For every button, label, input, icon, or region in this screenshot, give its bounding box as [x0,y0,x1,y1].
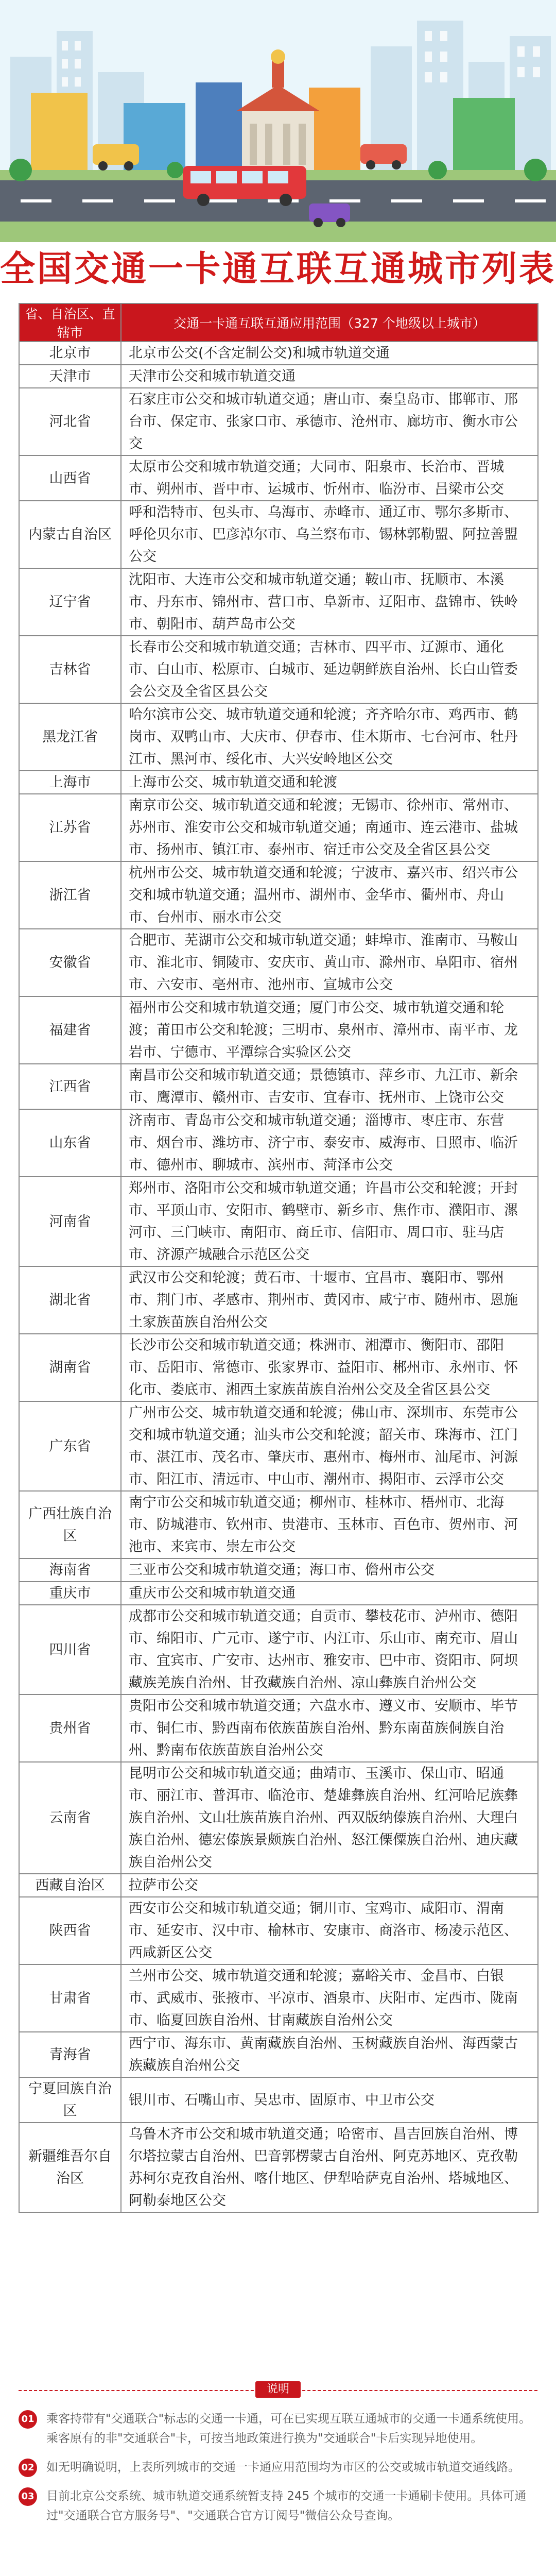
table-row [19,2077,538,2123]
table-row [19,1582,538,1605]
table-row [19,1266,538,1334]
province-cell: 吉林省 [19,636,121,703]
scope-cell: 呼和浩特市、包头市、乌海市、赤峰市、通辽市、鄂尔多斯市、呼伦贝尔市、巴彦淖尔市、乌兰察布市、锡林郭勒盟、阿拉善盟公交 [121,501,538,568]
scope-cell: 兰州市公交、城市轨道交通和轮渡；嘉峪关市、金昌市、白银市、武威市、张掖市、平凉市、酒泉市、庆阳市、定西市、陇南市、临夏回族自治州、甘南藏族自治州公交 [121,1964,538,2032]
province-cell: 山西省 [19,455,121,501]
table-row [19,1964,538,2032]
city-illustration [0,0,556,242]
scope-cell: 贵阳市公交和城市轨道交通；六盘水市、遵义市、安顺市、毕节市、铜仁市、黔西南布依族苗族自治州、黔东南苗族侗族自治州、黔南布依族苗族自治州公交 [121,1694,538,1762]
scope-cell: 天津市公交和城市轨道交通 [121,365,538,388]
table-row [19,1109,538,1177]
note-text: 如无明确说明，上表所列城市的交通一卡通应用范围均为市区的公交或城市轨道交通线路。 [46,2461,520,2474]
note-number-badge: 02 [19,2459,37,2477]
scope-cell: 长春市公交和城市轨道交通；吉林市、四平市、辽源市、通化市、白山市、松原市、白城市、延边朝鲜族自治州、长白山管委会公交及全省区县公交 [121,636,538,703]
table-row [19,636,538,703]
table-row [19,1605,538,1694]
city-list-table [19,303,538,2213]
province-cell: 内蒙古自治区 [19,501,121,568]
table-row [19,1491,538,1558]
scope-cell: 乌鲁木齐市公交和城市轨道交通；哈密市、昌吉回族自治州、博尔塔拉蒙古自治州、巴音郭楞蒙古自治州、阿克苏地区、克孜勒苏柯尔克孜自治州、喀什地区、伊犁哈萨克自治州、塔城地区、阿勒泰地区公交 [121,2123,538,2212]
table-row [19,794,538,861]
table-row [19,342,538,365]
table-row [19,1558,538,1582]
header-province: 省、自治区、直辖市 [19,303,121,342]
table-row [19,2123,538,2212]
scope-cell: 哈尔滨市公交、城市轨道交通和轮渡；齐齐哈尔市、鸡西市、鹤岗市、双鸭山市、大庆市、伊春市、佳木斯市、七台河市、牡丹江市、黑河市、绥化市、大兴安岭地区公交 [121,703,538,771]
table-row [19,1694,538,1762]
province-cell: 贵州省 [19,1694,121,1762]
notes-header [19,2381,537,2400]
table-row [19,388,538,455]
table-row [19,1874,538,1897]
province-cell: 河北省 [19,388,121,455]
table-row [19,501,538,568]
table-row [19,1177,538,1266]
province-cell: 江苏省 [19,794,121,861]
table-header-row [19,303,538,342]
note-text: 乘客持带有"交通联合"标志的交通一卡通，可在已实现互联互通城市的交通一卡通系统使用。乘客原有的非"交通联合"卡，可按当地政策进行换为"交通联合"卡后实现异地使用。 [46,2412,531,2445]
scope-cell: 济南市、青岛市公交和城市轨道交通；淄博市、枣庄市、东营市、烟台市、潍坊市、济宁市、泰安市、威海市、日照市、临沂市、德州市、聊城市、滨州市、菏泽市公交 [121,1109,538,1177]
province-cell: 西藏自治区 [19,1874,121,1897]
province-cell: 山东省 [19,1109,121,1177]
scope-cell: 福州市公交和城市轨道交通；厦门市公交、城市轨道交通和轮渡；莆田市公交和轮渡；三明市、泉州市、漳州市、南平市、龙岩市、宁德市、平潭综合实验区公交 [121,996,538,1064]
scope-cell: 西宁市、海东市、黄南藏族自治州、玉树藏族自治州、海西蒙古族藏族自治州公交 [121,2032,538,2077]
table-row [19,996,538,1064]
province-cell: 四川省 [19,1605,121,1694]
table-row [19,455,538,501]
scope-cell: 郑州市、洛阳市公交和城市轨道交通；许昌市公交和轮渡；开封市、平顶山市、安阳市、鹤壁市、新乡市、焦作市、濮阳市、漯河市、三门峡市、南阳市、商丘市、信阳市、周口市、驻马店市、济源产城融合示范区公交 [121,1177,538,1266]
note-number-badge: 01 [19,2410,37,2429]
note-number-badge: 03 [19,2487,37,2506]
province-cell: 黑龙江省 [19,703,121,771]
province-cell: 青海省 [19,2032,121,2077]
table-row [19,703,538,771]
province-cell: 湖南省 [19,1334,121,1401]
notes-label: 说明 [255,2381,301,2398]
province-cell: 江西省 [19,1064,121,1109]
province-cell: 北京市 [19,342,121,365]
scope-cell: 合肥市、芜湖市公交和城市轨道交通；蚌埠市、淮南市、马鞍山市、淮北市、铜陵市、安庆市、黄山市、滁州市、阜阳市、宿州市、六安市、亳州市、池州市、宣城市公交 [121,929,538,996]
province-cell: 安徽省 [19,929,121,996]
scope-cell: 三亚市公交和城市轨道交通；海口市、儋州市公交 [121,1558,538,1582]
scope-cell: 昆明市公交和城市轨道交通；曲靖市、玉溪市、保山市、昭通市、丽江市、普洱市、临沧市、楚雄彝族自治州、红河哈尼族彝族自治州、文山壮族苗族自治州、西双版纳傣族自治州、大理白族自治州、德宏傣族景颇族自治州、怒江傈僳族自治州、迪庆藏族自治州公交 [121,1762,538,1874]
scope-cell: 石家庄市公交和城市轨道交通；唐山市、秦皇岛市、邯郸市、邢台市、保定市、张家口市、承德市、沧州市、廊坊市、衡水市公交 [121,388,538,455]
city-list-table-container [19,303,537,2213]
province-cell: 广西壮族自治区 [19,1491,121,1558]
province-cell: 宁夏回族自治区 [19,2077,121,2123]
province-cell: 甘肃省 [19,1964,121,2032]
province-cell: 河南省 [19,1177,121,1266]
scope-cell: 拉萨市公交 [121,1874,538,1897]
scope-cell: 重庆市公交和城市轨道交通 [121,1582,538,1605]
table-row [19,1897,538,1964]
province-cell: 新疆维吾尔自治区 [19,2123,121,2212]
scope-cell: 沈阳市、大连市公交和城市轨道交通；鞍山市、抚顺市、本溪市、丹东市、锦州市、营口市、阜新市、辽阳市、盘锦市、铁岭市、朝阳市、葫芦岛市公交 [121,568,538,636]
note-text: 目前北京公交系统、城市轨道交通系统暂支持 245 个城市的交通一卡通刷卡使用。具体可通过"交通联合官方服务号"、"交通联合官方订阅号"微信公众号查询。 [46,2489,527,2522]
table-body [19,342,538,2212]
table-row [19,568,538,636]
notes-section [19,2381,537,2526]
table-row [19,1064,538,1109]
scope-cell: 南宁市公交和城市轨道交通；柳州市、桂林市、梧州市、北海市、防城港市、钦州市、贵港市、玉林市、百色市、贺州市、河池市、来宾市、崇左市公交 [121,1491,538,1558]
scope-cell: 南京市公交、城市轨道交通和轮渡；无锡市、徐州市、常州市、苏州市、淮安市公交和城市轨道交通；南通市、连云港市、盐城市、扬州市、镇江市、泰州市、宿迁市公交及全省区县公交 [121,794,538,861]
scope-cell: 南昌市公交和城市轨道交通；景德镇市、萍乡市、九江市、新余市、鹰潭市、赣州市、吉安市、宜春市、抚州市、上饶市公交 [121,1064,538,1109]
table-row [19,1401,538,1491]
note-item [19,2409,537,2448]
province-cell: 辽宁省 [19,568,121,636]
note-item [19,2458,537,2477]
table-row [19,1762,538,1874]
table-row [19,1334,538,1401]
province-cell: 上海市 [19,771,121,794]
table-row [19,929,538,996]
table-row [19,771,538,794]
province-cell: 湖北省 [19,1266,121,1334]
table-row [19,2032,538,2077]
note-item [19,2486,537,2526]
province-cell: 浙江省 [19,861,121,929]
scope-cell: 银川市、石嘴山市、吴忠市、固原市、中卫市公交 [121,2077,538,2123]
scope-cell: 广州市公交、城市轨道交通和轮渡；佛山市、深圳市、东莞市公交和城市轨道交通；汕头市公交和轮渡；韶关市、珠海市、江门市、湛江市、茂名市、肇庆市、惠州市、梅州市、汕尾市、河源市、阳江市、清远市、中山市、潮州市、揭阳市、云浮市公交 [121,1401,538,1491]
province-cell: 陕西省 [19,1897,121,1964]
province-cell: 云南省 [19,1762,121,1874]
province-cell: 重庆市 [19,1582,121,1605]
scope-cell: 武汉市公交和轮渡；黄石市、十堰市、宜昌市、襄阳市、鄂州市、荆门市、孝感市、荆州市、黄冈市、咸宁市、随州市、恩施土家族苗族自治州公交 [121,1266,538,1334]
cityscape-graphic [0,0,556,242]
table-row [19,861,538,929]
scope-cell: 北京市公交(不含定制公交)和城市轨道交通 [121,342,538,365]
table-row [19,365,538,388]
province-cell: 福建省 [19,996,121,1064]
scope-cell: 杭州市公交、城市轨道交通和轮渡；宁波市、嘉兴市、绍兴市公交和城市轨道交通；温州市、湖州市、金华市、衢州市、舟山市、台州市、丽水市公交 [121,861,538,929]
scope-cell: 上海市公交、城市轨道交通和轮渡 [121,771,538,794]
province-cell: 海南省 [19,1558,121,1582]
scope-cell: 西安市公交和城市轨道交通；铜川市、宝鸡市、咸阳市、渭南市、延安市、汉中市、榆林市、安康市、商洛市、杨凌示范区、西咸新区公交 [121,1897,538,1964]
province-cell: 天津市 [19,365,121,388]
province-cell: 广东省 [19,1401,121,1491]
header-scope: 交通一卡通互联互通应用范围（327 个地级以上城市） [121,303,538,342]
scope-cell: 太原市公交和城市轨道交通；大同市、阳泉市、长治市、晋城市、朔州市、晋中市、运城市、忻州市、临汾市、吕梁市公交 [121,455,538,501]
page-title: 全国交通一卡通互联互通城市列表 [0,249,556,290]
scope-cell: 长沙市公交和城市轨道交通；株洲市、湘潭市、衡阳市、邵阳市、岳阳市、常德市、张家界市、益阳市、郴州市、永州市、怀化市、娄底市、湘西土家族苗族自治州公交及全省区县公交 [121,1334,538,1401]
scope-cell: 成都市公交和城市轨道交通；自贡市、攀枝花市、泸州市、德阳市、绵阳市、广元市、遂宁市、内江市、乐山市、南充市、眉山市、宜宾市、广安市、达州市、雅安市、巴中市、资阳市、阿坝藏族羌族自治州、甘孜藏族自治州、凉山彝族自治州公交 [121,1605,538,1694]
